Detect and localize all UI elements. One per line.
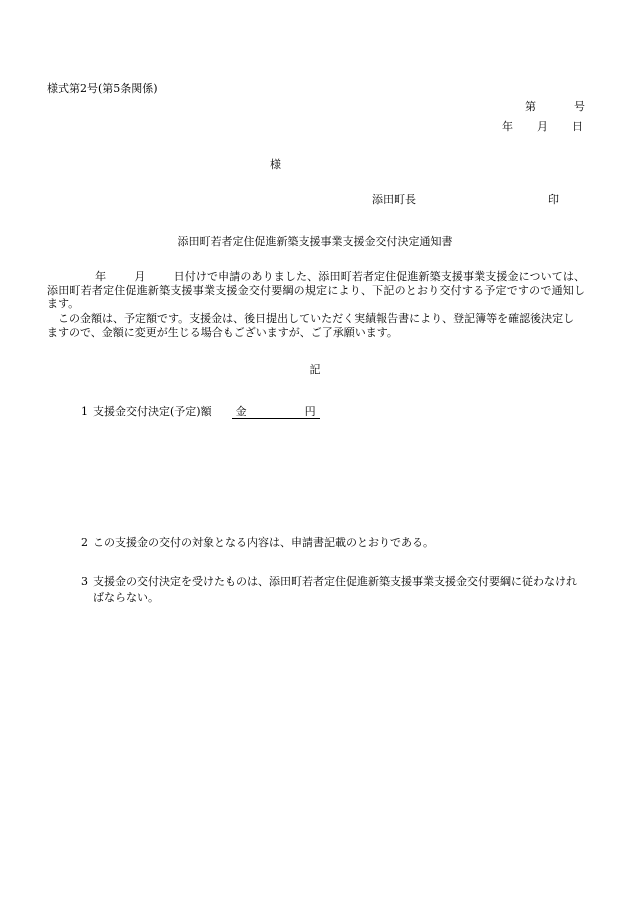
amount-prefix: 金 (235, 405, 247, 418)
item-1 (81, 404, 320, 420)
p1-month-label: 月 (134, 270, 146, 283)
ki-heading: 記 (309, 363, 321, 376)
seal-mark: 印 (548, 193, 559, 206)
date-month-label: 月 (537, 120, 548, 133)
date-year-label: 年 (502, 120, 513, 133)
p1-text: 日付けで申請のありました、添田町若者定住促進新築支援事業支援金については、添田町若者定住促進新築支援事業支援金交付要綱の規定により、下記のとおり交付する予定ですので通知します。 (47, 270, 586, 310)
document-number-suffix: 号 (574, 100, 585, 113)
body-paragraph-1 (47, 270, 585, 311)
document-number-prefix: 第 (525, 100, 536, 113)
p1-year-label: 年 (95, 270, 107, 283)
form-number: 様式第2号(第5条関係) (47, 82, 158, 95)
item-3 (81, 574, 586, 606)
item-2 (81, 535, 434, 551)
amount-field (232, 405, 320, 419)
amount-suffix: 円 (304, 405, 316, 418)
item-number: 2 (81, 536, 88, 549)
sender-title: 添田町長 (372, 193, 416, 206)
item-number: 3 (81, 575, 88, 588)
document-title: 添田町若者定住促進新築支援事業支援金交付決定通知書 (177, 235, 453, 248)
item-number: 1 (81, 405, 88, 418)
item-text: 支援金の交付決定を受けたものは、添田町若者定住促進新築支援事業支援金交付要綱に従わなければならない。 (93, 575, 577, 604)
addressee-honorific: 様 (270, 158, 281, 171)
item-text: この支援金の交付の対象となる内容は、申請書記載のとおりである。 (93, 536, 434, 549)
date-day-label: 日 (572, 120, 583, 133)
body-paragraph-2: この金額は、予定額です。支援金は、後日提出していただく実績報告書により、登記簿等を確認後決定しますので、金額に変更が生じる場合もございますが、ご了承願います。 (47, 312, 575, 339)
item-label: 支援金交付決定(予定)額 (93, 405, 212, 418)
